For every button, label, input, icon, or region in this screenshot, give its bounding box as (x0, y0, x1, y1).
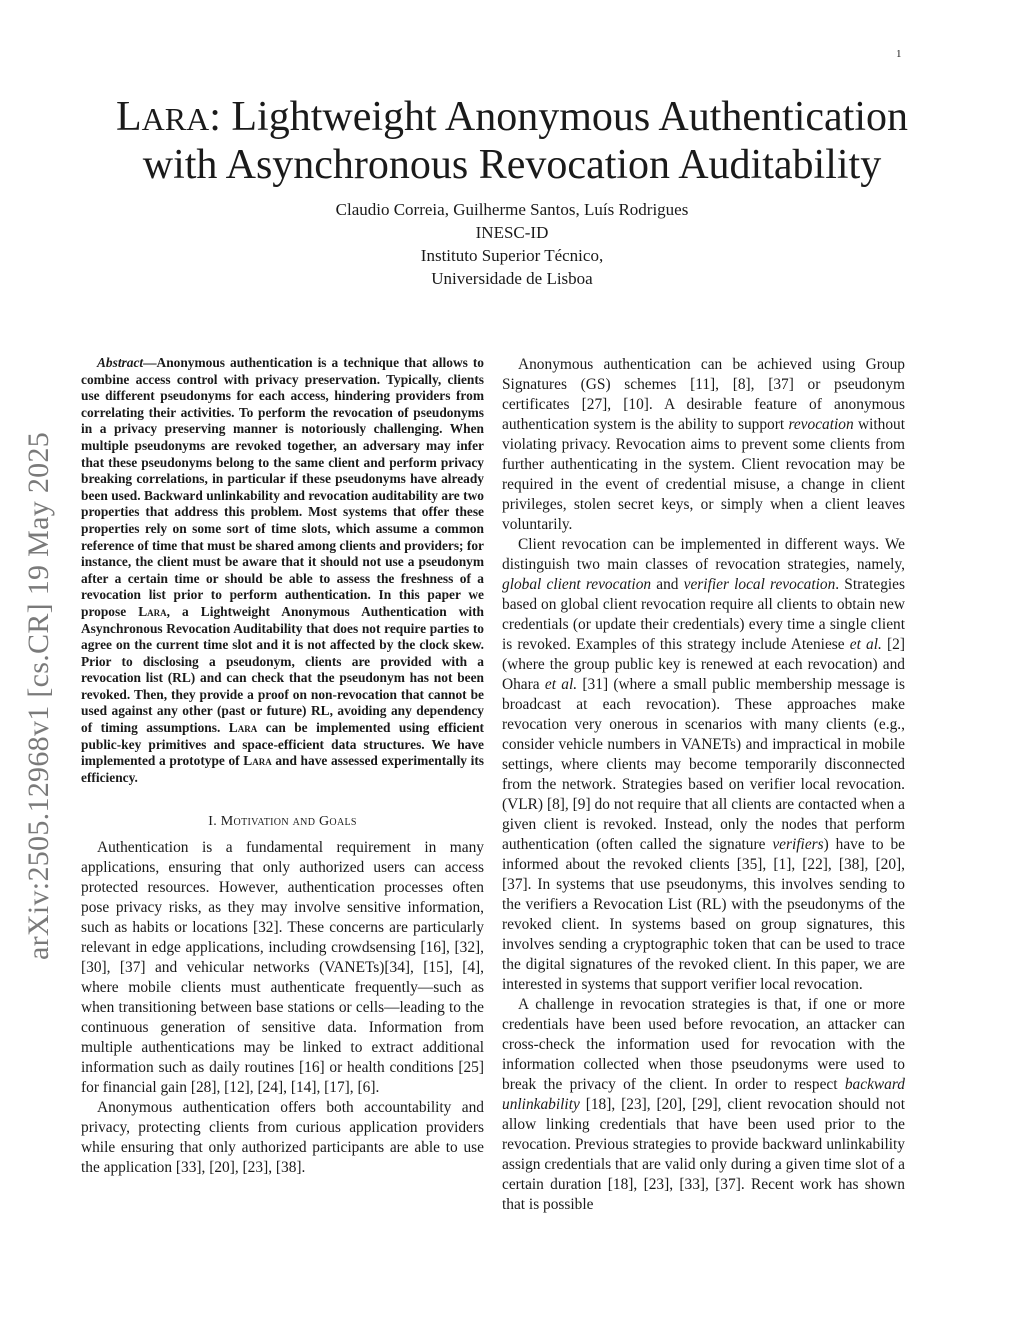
lara-mention: Lara (138, 603, 167, 619)
section-heading: I. Motivation and Goals (208, 814, 357, 830)
text-run: A challenge in revocation strategies is that, if one or more credentials have been used before revocation, an attacker can cross-check the information used for revocation with the information collected when those pseudonyms were used to break the privacy of the client. In order to respect (502, 996, 905, 1093)
affiliation-3: Universidade de Lisboa (431, 269, 593, 288)
text-run: ) have to be informed about the revoked clients [35], [1], [22], [38], [20], [37]. In systems that use pseudonyms, this involves sending to the verifiers a Revocation List (RL) with the pseudonyms of the revoked client. In systems based on group signatures, this involves sending a cryptographic token that can be used to trace the digital signatures of the revoked client. In this paper, we are interested in systems that support verifier local revocation. (502, 836, 905, 993)
title-line-2: with Asynchronous Revocation Auditability (142, 142, 882, 188)
emphasis: et al. (544, 676, 578, 693)
paper-title (60, 94, 964, 188)
text-run: and (651, 576, 684, 593)
author-names: Claudio Correia, Guilherme Santos, Luís Rodrigues (335, 200, 689, 219)
emphasis: revocation (788, 416, 854, 433)
abstract-text-4: and have assessed experimentally its efficiency. (81, 753, 485, 785)
abstract-text-2: , a Lightweight Anonymous Authentication with Asynchronous Revocation Auditability that does not require parties to agree on the current time slot and it is not affected by the clock skew. Prior to disclosing a pseudonym, clients are provided with a revocation list (RL) and can check that the pseudonym has not been revoked. Then, they provide a proof on non-revocation that cannot be used against any other (past or future) RL, avoiding any dependency of timing assumptions. (81, 603, 484, 736)
paragraph (502, 355, 905, 535)
text-run: [18], [23], [20], [29], client revocation should not allow linking credentials that have been used prior to the revocation. Previous strategies to provide backward unlinkability assign credentials that are valid only during a given time slot of a certain duration [18], [23], [33], [37]. Recent work has shown that is possible (502, 1096, 905, 1213)
emphasis: verifiers (772, 836, 824, 853)
lara-name (116, 94, 209, 140)
left-column (81, 355, 484, 1178)
abstract (81, 355, 484, 786)
affiliation-2: Instituto Superior Técnico, (420, 246, 604, 265)
affiliation-1: INESC-ID (475, 223, 549, 242)
abstract-label: Abstract (97, 355, 144, 370)
text-run: . Strategies based on global client revocation require all clients to obtain new credentials (or update their credentials) every time a single client is revoked. Examples of this strategy include Ateniese (502, 576, 905, 653)
abstract-text-3: can be implemented using efficient public-key primitives and space-efficient data structures. We have implemented a prototype of (81, 720, 484, 769)
arxiv-identifier: arXiv:2505.12968v1 [cs.CR] 19 May 2025 (22, 431, 55, 960)
text-run: without violating privacy. Revocation aims to prevent some clients from further authenticating in the system. Client revocation may be required in the event of credential misuse, a change in client privileges, stolen secret keys, or simply when a client leaves voluntarily. (502, 416, 905, 533)
paragraph: Anonymous authentication offers both accountability and privacy, protecting clients from curious application providers while ensuring that only authorized participants are able to use the application [33], [20], [23], [38]. (81, 1099, 484, 1177)
emphasis: verifier local revocation (683, 576, 836, 593)
author-block (200, 198, 824, 290)
emphasis: et al. (849, 636, 882, 653)
abstract-text-1: Anonymous authentication is a technique that allows to combine access control with privacy preservation. Typically, clients use different pseudonyms for each access, hindering providers from correlating their activities. To perform the revocation of pseudonyms in a privacy preserving manner is notoriously challenging. When multiple pseudonyms are revoked together, an adversary may infer that these pseudonyms belong to the same client and perform privacy breaking correlations, in particular if these pseudonyms have already been used. Backward unlinkability and revocation auditability are two properties that address this problem. Most systems that offer these properties rely on some sort of time slots, which assume a common reference of time that must be shared among clients and providers; for instance, the client must be aware that it should not use a pseudonym after a certain time or should be able to assess the freshness of a revocation list prior to perform authentication. In this paper we propose (81, 355, 484, 619)
text-run: Anonymous authentication can be achieved using Group Signatures (GS) schemes [11], [8], [37] or pseudonym certificates [27], [10]. A desirable feature of anonymous authentication system is the ability to support (502, 356, 905, 433)
emphasis: backward unlinkability (502, 1076, 905, 1113)
lara-rest: ARA (141, 101, 210, 137)
text-run: [31] (where a small public membership message is broadcast at each revocation). These approaches make revocation very onerous in scenarios with many clients (e.g., consider vehicle numbers in VANETs) and impractical in mobile settings, where clients may become temporarily disconnected from the network. Strategies based on verifier local revocation. (VLR) [8], [9] do not require that all clients are contacted when a given client is revoked. Instead, only the nodes that perform authentication (often called the signature (502, 676, 906, 853)
paragraph (502, 995, 905, 1215)
paragraph: Authentication is a fundamental requirement in many applications, ensuring that only authorized users can access protected resources. However, authentication processes often pose privacy risks, as they may involve sensitive information, such as habits or locations [32]. These concerns are particularly relevant in edge applications, including crowdsensing [16], [32], [30], [37] and vehicular networks (VANETs)[34], [15], [4], where mobile clients must authenticate frequently—such as when transitioning between base stations or cells—leading to the continuous generation of sensitive data. Information from multiple authentications may be linked to extract additional information such as daily routines [16] or health conditions [25] for financial gain [28], [12], [24], [14], [17], [6]. (81, 839, 484, 1097)
title-line-1-rest: : Lightweight Anonymous Authentication (209, 94, 908, 140)
lara-mention: Lara (228, 720, 258, 736)
emphasis: global client revocation (502, 576, 652, 593)
paragraph (502, 535, 905, 995)
title-line-1 (116, 94, 908, 140)
abstract-dash: — (143, 355, 157, 370)
text-run: [2] (where the group public key is renewed at each revocation) and Ohara (502, 636, 905, 693)
page-number: 1 (896, 48, 902, 60)
lara-mention: Lara (243, 753, 272, 769)
lara-initial: L (115, 94, 142, 140)
right-column (502, 355, 905, 1215)
text-run: Client revocation can be implemented in different ways. We distinguish two main classes of revocation strategies, namely, (502, 536, 905, 573)
